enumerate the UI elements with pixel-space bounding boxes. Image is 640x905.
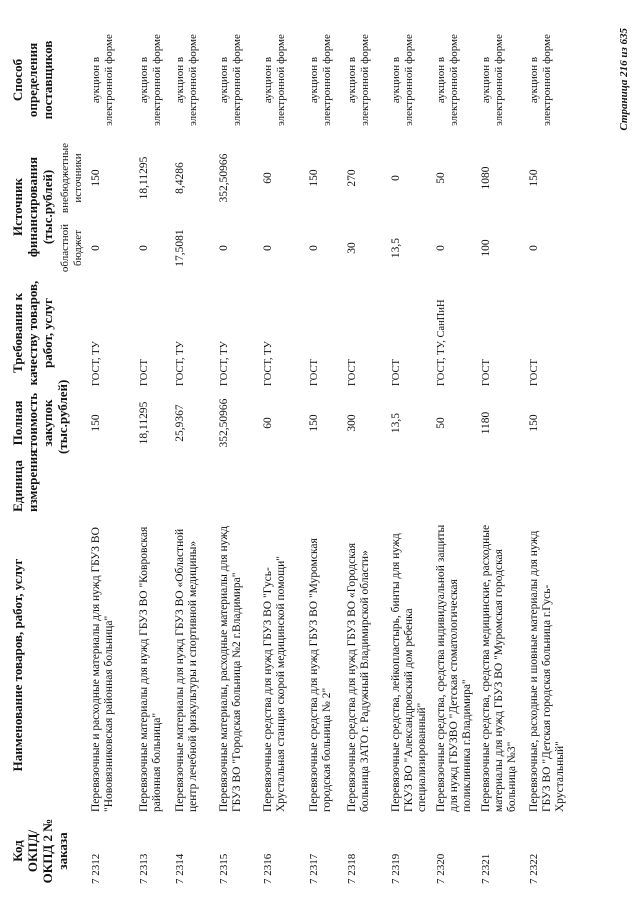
row-unit [305,457,343,515]
row-requirements: ГОСТ [529,359,540,386]
row-code: 7 2320 [435,853,447,884]
row-code: 7 2315 [218,853,230,884]
row-extrabudget: 1080 [480,166,492,190]
header-extrabudget: внебюджетные источники [59,142,84,214]
row-requirements: ГОСТ [309,359,320,386]
row-unit [387,457,432,515]
row-requirements: ГОСТ [139,359,150,386]
row-requirements: ГОСТ, ТУ [175,341,186,386]
row-extrabudget: 150 [528,169,540,187]
table-row [305,23,343,887]
row-cost: 150 [90,414,102,432]
row-cost: 150 [528,414,540,432]
row-requirements: ГОСТ, ТУ [219,341,230,386]
header-name: Наименование товаров, работ, услуг [10,558,25,772]
table-row [387,23,432,887]
row-code: 7 2313 [138,853,150,884]
row-requirements: ГОСТ [391,359,402,386]
row-extrabudget: 150 [308,169,320,187]
row-extrabudget: 60 [262,172,274,184]
row-regional-budget: 17,5081 [174,229,186,267]
procurement-table [8,23,570,887]
row-name: Перевязочные и расходные материалы для нужд ГБУЗ ВО "Нововязниковская районная больница" [90,527,115,812]
row-method: аукцион в электронной форме [90,34,115,126]
table-row [259,23,305,887]
row-unit [215,457,259,515]
row-name: Перевязочные средства, средства индивидуальной защиты для нужд ГБУЗВО "Детская стоматологическая поликлиника г.Владимира" [435,524,473,812]
row-code: 7 2317 [308,853,320,884]
table-row [343,23,387,887]
row-name: Перевязочные материалы для нужд ГБУЗ ВО «Областной центр лечебной физкультуры и спортивной медицины» [174,528,199,812]
row-requirements: ГОСТ, ТУ, СанПиН [436,299,447,386]
header-cost: Полная стоимость закупок (тыс.рублей) [10,379,70,454]
table-row [135,23,171,887]
row-code: 7 2321 [480,853,492,884]
row-extrabudget: 18,11295 [138,156,150,200]
table-body [87,23,570,887]
row-method: аукцион в электронной форме [346,34,371,126]
row-requirements: ГОСТ, ТУ [91,341,102,386]
row-name: Перевязочные материалы для нужд ГБУЗ ВО "Ковровская районная больница" [138,526,163,812]
page-number: Страница 216 из 635 [618,28,630,131]
row-regional-budget: 0 [90,245,102,251]
row-method: аукцион в электронной форме [390,34,415,126]
row-extrabudget: 0 [390,175,402,181]
row-unit [259,457,305,515]
header-regional-budget: областной бюджет [59,223,84,273]
table-row [87,23,135,887]
row-unit [343,457,387,515]
row-code: 7 2322 [528,853,540,884]
row-code: 7 2316 [262,853,274,884]
row-cost: 352,50966 [218,398,230,448]
row-method: аукцион в электронной форме [174,34,199,126]
row-cost: 50 [435,417,447,429]
row-name: Перевязочные средства для нужд ГБУЗ ВО "Гусь-Хрустальная станция скорой медицинской помощи" [262,556,287,812]
row-cost: 60 [262,417,274,429]
row-requirements: ГОСТ, ТУ [263,341,274,386]
header-code: Код ОКПД/ ОКПД 2 № заказа [10,818,70,884]
row-method: аукцион в электронной форме [138,34,163,126]
row-regional-budget: 100 [480,239,492,257]
row-cost: 1180 [480,411,492,435]
row-code: 7 2312 [90,853,102,884]
row-extrabudget: 8,4286 [174,162,186,194]
row-name: Перевязочные, расходные и шовные материалы для нужд ГБУЗ ВО "Детская городская больница г.Гусь-Хрустальный" [528,530,566,812]
row-method: аукцион в электронной форме [218,34,243,126]
header-requirements: Требования к качеству товаров, работ, услуг [10,280,55,386]
row-code: 7 2314 [174,853,186,884]
table-row [525,23,570,887]
header-method: Способ определения поставщиков [10,40,55,120]
row-code: 7 2318 [346,853,358,884]
row-method: аукцион в электронной форме [435,34,460,126]
row-regional-budget: 0 [138,245,150,251]
table-row [215,23,259,887]
row-name: Перевязочные средства для нужд ГБУЗ ВО «Городская больница ЗАТО г. Радужный Владимирской области» [346,542,371,812]
row-extrabudget: 352,50966 [218,153,230,203]
row-unit [477,457,525,515]
table-row [477,23,525,887]
row-cost: 150 [308,414,320,432]
row-regional-budget: 30 [346,242,358,254]
table-row [171,23,215,887]
row-requirements: ГОСТ [347,359,358,386]
row-regional-budget: 0 [308,245,320,251]
row-extrabudget: 50 [435,172,447,184]
header-unit: Единица измерения [10,449,40,512]
table-row [432,23,477,887]
row-method: аукцион в электронной форме [308,34,333,126]
row-regional-budget: 0 [262,245,274,251]
header-row [8,23,57,887]
row-requirements: ГОСТ [481,359,492,386]
row-unit [87,457,135,515]
row-cost: 18,11295 [138,401,150,445]
row-extrabudget: 150 [90,169,102,187]
row-regional-budget: 0 [218,245,230,251]
row-unit [432,457,477,515]
row-name: Перевязочные средства, средства медицинские, расходные материалы для нужд ГБУЗ ВО "Муромская городская больница №3" [480,524,518,812]
row-unit [135,457,171,515]
row-regional-budget: 0 [528,245,540,251]
row-cost: 25,9367 [174,404,186,442]
row-unit [525,457,570,515]
row-method: аукцион в электронной форме [262,34,287,126]
row-unit [171,457,215,515]
row-name: Перевязочные материалы, расходные материалы для нужд ГБУЗ ВО "Городская больница №2 г.Владимира" [218,525,243,812]
row-regional-budget: 13,5 [390,237,402,259]
row-cost: 300 [346,414,358,432]
row-method: аукцион в электронной форме [528,34,553,126]
row-cost: 13,5 [390,412,402,434]
row-regional-budget: 0 [435,245,447,251]
header-financing: Источник финансирования (тыс.рублей) [10,156,55,258]
row-name: Перевязочные средства, лейкопластырь, бинты для нужд ГКУЗ ВО "Александровский дом ребенка специализированный" [390,533,428,812]
row-code: 7 2319 [390,853,402,884]
row-extrabudget: 270 [346,169,358,187]
row-name: Перевязочные средства для нужд ГБУЗ ВО "Муромская городская больница № 2" [308,538,333,812]
row-method: аукцион в электронной форме [480,34,505,126]
